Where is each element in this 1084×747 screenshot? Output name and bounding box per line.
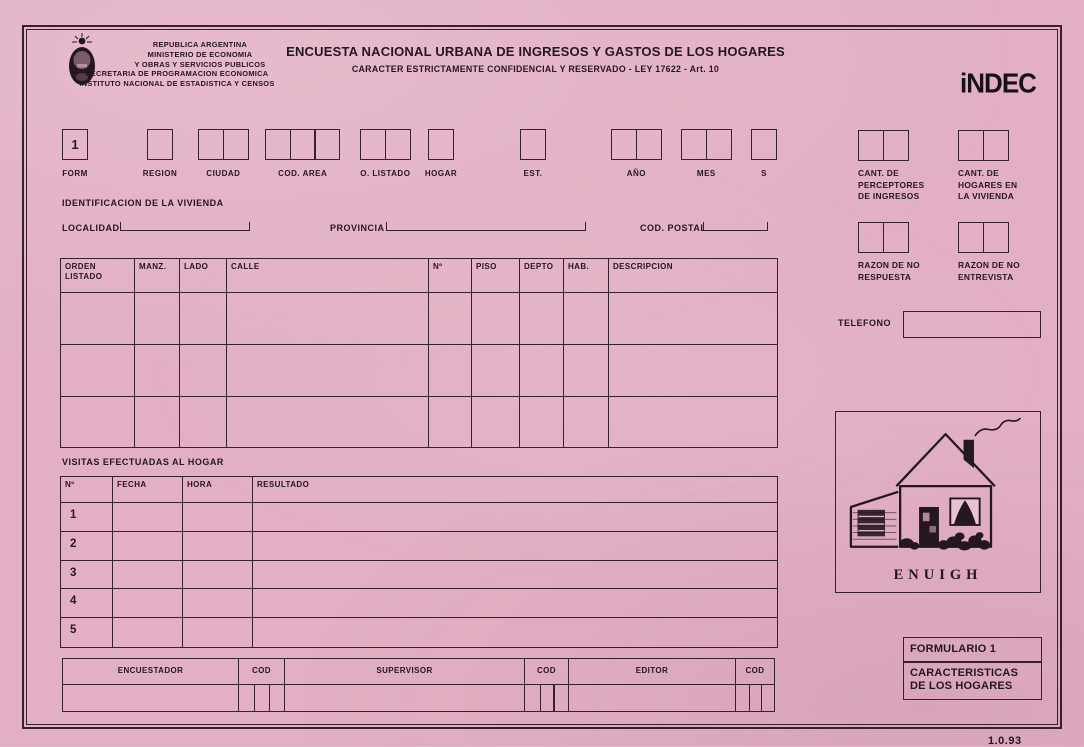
supervisor-name-cell[interactable]: [285, 685, 525, 711]
telefono-input-box[interactable]: [903, 311, 1041, 338]
field-est: [520, 129, 546, 178]
hogar-code-box[interactable]: [428, 129, 454, 160]
ano-label: AÑO: [626, 169, 646, 178]
column-header: CALLE: [227, 259, 429, 293]
table-cell[interactable]: [429, 397, 472, 447]
field-s: [751, 129, 777, 178]
form-label: FORM: [62, 169, 88, 178]
table-cell[interactable]: [520, 293, 564, 345]
visits-table: [60, 476, 778, 648]
table-cell[interactable]: [61, 345, 135, 397]
column-header: Nº: [61, 477, 113, 503]
column-header: MANZ.: [135, 259, 180, 293]
no-respuesta-label: RAZON DE NO RESPUESTA: [858, 260, 920, 282]
provincia-write-line[interactable]: [386, 222, 586, 231]
formulario-name: CARACTERISTICAS DE LOS HOGARES: [903, 661, 1042, 700]
table-cell[interactable]: [564, 293, 609, 345]
table-cell[interactable]: [429, 345, 472, 397]
o-listado-code-box[interactable]: [385, 129, 411, 160]
column-header: HAB.: [564, 259, 609, 293]
column-header: PISO: [472, 259, 520, 293]
localidad-label: LOCALIDAD: [62, 223, 120, 233]
table-cell[interactable]: [183, 532, 253, 561]
table-cell[interactable]: [61, 397, 135, 447]
table-cell[interactable]: [609, 293, 777, 345]
agency-line: MINISTERIO DE ECONOMIA: [147, 49, 253, 59]
enuigh-caption: ENUIGH: [893, 567, 983, 583]
table-cell[interactable]: [253, 503, 777, 532]
table-cell[interactable]: [135, 397, 180, 447]
enuigh-logo-box: [835, 411, 1041, 593]
identification-section-title: IDENTIFICACION DE LA VIVIENDA: [62, 198, 224, 208]
field-hogar: [424, 129, 458, 178]
table-cell[interactable]: [253, 561, 777, 590]
field-ciudad: [198, 129, 249, 178]
localidad-write-line[interactable]: [120, 222, 250, 231]
table-cell[interactable]: [183, 561, 253, 590]
table-cell[interactable]: [609, 397, 777, 447]
ano-code-box[interactable]: [611, 129, 637, 160]
agency-line: SECRETARIA DE PROGRAMACION ECONOMICA: [85, 69, 269, 79]
table-cell[interactable]: [253, 589, 777, 618]
cod-area-code-box[interactable]: [314, 129, 340, 160]
form-id-block: [903, 637, 1042, 700]
est-code-box[interactable]: [520, 129, 546, 160]
no-entrevista-code-box[interactable]: [983, 222, 1009, 253]
form-code-box[interactable]: 1: [62, 129, 88, 160]
mes-label: MES: [696, 169, 716, 178]
field-form: [62, 129, 88, 178]
cod-area-code-box[interactable]: [265, 129, 291, 160]
ciudad-code-box[interactable]: [223, 129, 249, 160]
indec-logo: iNDEC: [960, 66, 1036, 100]
form-title: ENCUESTA NACIONAL URBANA DE INGRESOS Y GASTOS DE LOS HOGARES: [286, 44, 785, 59]
visit-row-number: 5: [61, 618, 113, 647]
table-cell[interactable]: [520, 345, 564, 397]
table-cell[interactable]: [183, 503, 253, 532]
column-header: EDITOR: [569, 659, 736, 685]
encuestador-cod-cell[interactable]: [239, 685, 285, 711]
table-cell[interactable]: [113, 561, 183, 590]
table-cell[interactable]: [61, 293, 135, 345]
perceptores-code-box[interactable]: [883, 130, 909, 161]
field-hogares-vivienda-boxes: [958, 130, 1009, 161]
column-header: FECHA: [113, 477, 183, 503]
o-listado-label: O. LISTADO: [360, 169, 411, 178]
cod-area-label: COD. AREA: [278, 169, 328, 178]
table-cell[interactable]: [180, 345, 227, 397]
table-cell[interactable]: [113, 589, 183, 618]
visit-row-number: 1: [61, 503, 113, 532]
visit-row-number: 2: [61, 532, 113, 561]
hogares-code-box[interactable]: [983, 130, 1009, 161]
column-header: LADO: [180, 259, 227, 293]
column-header: HORA: [183, 477, 253, 503]
visit-row-number: 4: [61, 589, 113, 618]
field-region: [142, 129, 178, 178]
region-label: REGION: [142, 169, 178, 178]
editor-name-cell[interactable]: [569, 685, 736, 711]
staff-table: [62, 658, 775, 712]
no-respuesta-code-box[interactable]: [883, 222, 909, 253]
ciudad-label: CIUDAD: [206, 169, 241, 178]
table-cell[interactable]: [253, 618, 777, 647]
no-entrevista-code-box[interactable]: [958, 222, 984, 253]
editor-cod-cell[interactable]: [736, 685, 774, 711]
o-listado-code-box[interactable]: [360, 129, 386, 160]
table-cell[interactable]: [564, 345, 609, 397]
visits-section-title: VISITAS EFECTUADAS AL HOGAR: [62, 457, 224, 467]
cod-postal-write-line[interactable]: [703, 222, 768, 231]
ano-code-box[interactable]: [636, 129, 662, 160]
no-respuesta-code-box[interactable]: [858, 222, 884, 253]
mes-code-box[interactable]: [706, 129, 732, 160]
column-header: ORDEN LISTADO: [61, 259, 135, 293]
form-title-block: [283, 44, 788, 74]
confidentiality-notice: CARACTER ESTRICTAMENTE CONFIDENCIAL Y RESERVADO - LEY 17622 - Art. 10: [351, 64, 720, 74]
perceptores-code-box[interactable]: [858, 130, 884, 161]
table-cell[interactable]: [183, 618, 253, 647]
column-header: COD: [525, 659, 569, 685]
agency-line: Y OBRAS Y SERVICIOS PUBLICOS: [134, 59, 266, 69]
table-cell[interactable]: [564, 397, 609, 447]
cod-postal-label: COD. POSTAL: [640, 223, 707, 233]
table-cell[interactable]: [227, 293, 429, 345]
encuestador-name-cell[interactable]: [63, 685, 239, 711]
visit-row-number: 3: [61, 561, 113, 590]
table-cell[interactable]: [520, 397, 564, 447]
telefono-label: TELEFONO: [838, 318, 891, 328]
column-header: DESCRIPCION: [609, 259, 777, 293]
agency-line: INSTITUTO NACIONAL DE ESTADISTICA Y CENSOS: [79, 79, 275, 89]
table-cell[interactable]: [113, 503, 183, 532]
hogares-code-box[interactable]: [958, 130, 984, 161]
table-cell[interactable]: [472, 345, 520, 397]
field-ano: [611, 129, 662, 178]
field-mes: [681, 129, 732, 178]
region-code-box[interactable]: [147, 129, 173, 160]
mes-code-box[interactable]: [681, 129, 707, 160]
column-header: DEPTO: [520, 259, 564, 293]
table-cell[interactable]: [183, 589, 253, 618]
cod-area-code-box[interactable]: [290, 129, 316, 160]
est-label: EST.: [523, 169, 543, 178]
agency-line: REPUBLICA ARGENTINA: [152, 40, 248, 49]
table-cell[interactable]: [472, 293, 520, 345]
table-cell[interactable]: [180, 397, 227, 447]
print-code: 1.0.93: [988, 735, 1022, 747]
provincia-label: PROVINCIA: [330, 223, 385, 233]
field-no-entrevista-boxes: [958, 222, 1009, 253]
table-cell[interactable]: [113, 618, 183, 647]
dwelling-table: [60, 258, 778, 448]
s-code-box[interactable]: [751, 129, 777, 160]
s-label: S: [761, 169, 767, 178]
field-no-respuesta-boxes: [858, 222, 909, 253]
table-cell[interactable]: [135, 345, 180, 397]
table-cell[interactable]: [429, 293, 472, 345]
column-header: Nº: [429, 259, 472, 293]
perceptores-label: CANT. DE PERCEPTORES DE INGRESOS: [858, 168, 925, 201]
table-cell[interactable]: [135, 293, 180, 345]
formulario-number: FORMULARIO 1: [903, 637, 1042, 663]
column-header: SUPERVISOR: [285, 659, 525, 685]
table-cell[interactable]: [227, 345, 429, 397]
table-cell[interactable]: [227, 397, 429, 447]
issuing-agency-block: [60, 40, 294, 89]
house-illustration: [843, 418, 1033, 560]
table-cell[interactable]: [180, 293, 227, 345]
field-perceptores-boxes: [858, 130, 909, 161]
hogar-label: HOGAR: [424, 169, 458, 178]
field-cod-area: [265, 129, 340, 178]
column-header: COD: [736, 659, 774, 685]
hogares-vivienda-label: CANT. DE HOGARES EN LA VIVIENDA: [958, 168, 1018, 201]
table-cell[interactable]: [609, 345, 777, 397]
field-o-listado: [360, 129, 411, 178]
table-cell[interactable]: [253, 532, 777, 561]
supervisor-cod-cell[interactable]: [525, 685, 569, 711]
table-cell[interactable]: [113, 532, 183, 561]
ciudad-code-box[interactable]: [198, 129, 224, 160]
table-cell[interactable]: [472, 397, 520, 447]
column-header: RESULTADO: [253, 477, 777, 503]
column-header: COD: [239, 659, 285, 685]
no-entrevista-label: RAZON DE NO ENTREVISTA: [958, 260, 1020, 282]
column-header: ENCUESTADOR: [63, 659, 239, 685]
